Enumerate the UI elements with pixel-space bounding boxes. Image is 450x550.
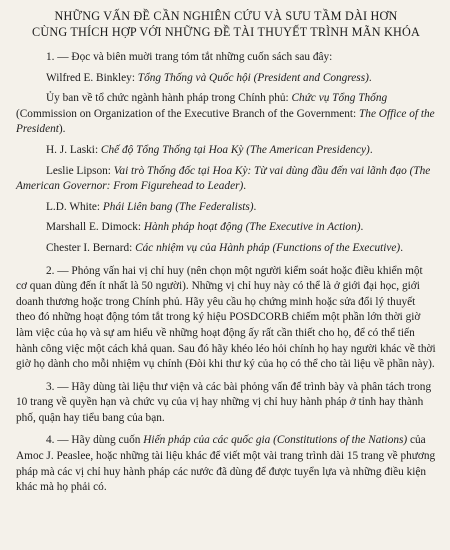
reference-author: Ủy ban về tổ chức ngành hành pháp trong Chính phủ: bbox=[46, 92, 292, 105]
reference-title-en: The Office of the President bbox=[16, 107, 435, 136]
paragraph-2: 2. — Phỏng vấn hai vị chỉ huy (nên chọn một người kiểm soát hoặc điều khiển một cơ quan dùng đến ít nhất là 50 người). Những vị chỉ huy này có thể là ở giới đại học, giới doanh thương hoặc trong Chính phủ. Hãy yêu cầu họ chứng minh hoặc sửa đổi lý thuyết theo đó những hoạt động tóm tắt trong ký hiệu POSDCORB chiếm một phần lớn thời giờ làm việc của họ và sự am hiểu về những hoạt động ấy rất cần thiết cho họ, để có thể tiến hành công việc một cách khả quan. Sau đó hãy khéo léo hỏi chính họ hay người khác về thời giờ họ dành cho mỗi nhiệm vụ chính (Đòi khi thư ký của họ có thể cho tài liệu về phần này). bbox=[16, 264, 436, 371]
reference-item bbox=[16, 91, 436, 138]
page-title bbox=[16, 8, 436, 40]
reference-title: Phái Liên bang (The Federalists) bbox=[102, 200, 254, 213]
paragraph-4-book-title: Hiến pháp của các quốc gia (Constitutions of the Nations) bbox=[143, 434, 408, 447]
reference-author: Marshall E. Dimock: bbox=[46, 221, 144, 234]
reference-item bbox=[16, 241, 436, 257]
reference-punct: . bbox=[368, 71, 372, 84]
reference-title: Hành pháp hoạt động (The Executive in Action) bbox=[143, 221, 361, 234]
reference-title: Chức vụ Tổng Thống bbox=[291, 92, 388, 105]
reference-author: Wilfred E. Binkley: bbox=[46, 71, 138, 84]
reference-punct: . bbox=[360, 221, 364, 234]
title-line-2: CÙNG THÍCH HỢP VỚI NHỮNG ĐỀ TÀI THUYẾT TRÌNH MÃN KHÓA bbox=[32, 25, 420, 39]
reference-title: Chế độ Tổng Thống tại Hoa Kỳ (The American Presidency) bbox=[100, 143, 370, 156]
reference-author: H. J. Laski: bbox=[46, 143, 101, 156]
reference-item bbox=[16, 71, 436, 87]
paragraph-4-lead: 4. — Hãy dùng cuốn bbox=[46, 434, 144, 447]
paragraph-4-rest: của Amoc J. Peaslee, hoặc những tài liệu khác để viết một vài trang trình dài 15 trang về phương pháp mà các vị chỉ huy hành pháp các nước đã dùng để được tuyển lựa và những điều kiện khác mà họ phải có. bbox=[16, 434, 436, 494]
reference-author: Chester I. Bernard: bbox=[46, 241, 136, 254]
reference-item bbox=[16, 220, 436, 236]
reference-punct: ). bbox=[58, 123, 66, 136]
paragraph-4 bbox=[16, 433, 436, 495]
reference-title: Vai trò Thống đốc tại Hoa Kỳ: Từ vai dùng đầu đến vai lãnh đạo (The American Governor: From Figurehead to Leader) bbox=[16, 164, 431, 193]
reference-punct: . bbox=[243, 180, 247, 193]
reference-list bbox=[16, 71, 436, 257]
intro-paragraph: 1. — Đọc và biên muời trang tóm tắt những cuốn sách sau đây: bbox=[46, 51, 333, 63]
reference-punct: . bbox=[253, 200, 257, 213]
reference-note: (Commission on Organization of the Executive Branch of the Government: bbox=[16, 107, 360, 120]
reference-title: Tổng Thống và Quốc hội (President and Congress) bbox=[137, 71, 369, 84]
reference-author: Leslie Lipson: bbox=[46, 164, 114, 177]
reference-author: L.D. White: bbox=[46, 200, 103, 213]
reference-punct: . bbox=[369, 143, 373, 156]
title-line-1: NHỮNG VẤN ĐỀ CẦN NGHIÊN CỨU VÀ SƯU TẦM DÀI HƠN bbox=[54, 9, 398, 23]
reference-item bbox=[16, 164, 436, 195]
reference-punct: . bbox=[400, 241, 404, 254]
reference-title: Các nhiệm vụ của Hành pháp (Functions of the Executive) bbox=[135, 241, 401, 254]
reference-item bbox=[16, 200, 436, 216]
paragraph-3: 3. — Hãy dùng tài liệu thư viện và các bài phỏng vấn để trình bày và phân tách trong 10 trang về quyền hạn và chức vụ của vị hay những vị chỉ huy hành pháp ở tỉnh hay thành phố, quận hay tiểu bang của bạn. bbox=[16, 380, 432, 424]
reference-item bbox=[16, 143, 436, 159]
